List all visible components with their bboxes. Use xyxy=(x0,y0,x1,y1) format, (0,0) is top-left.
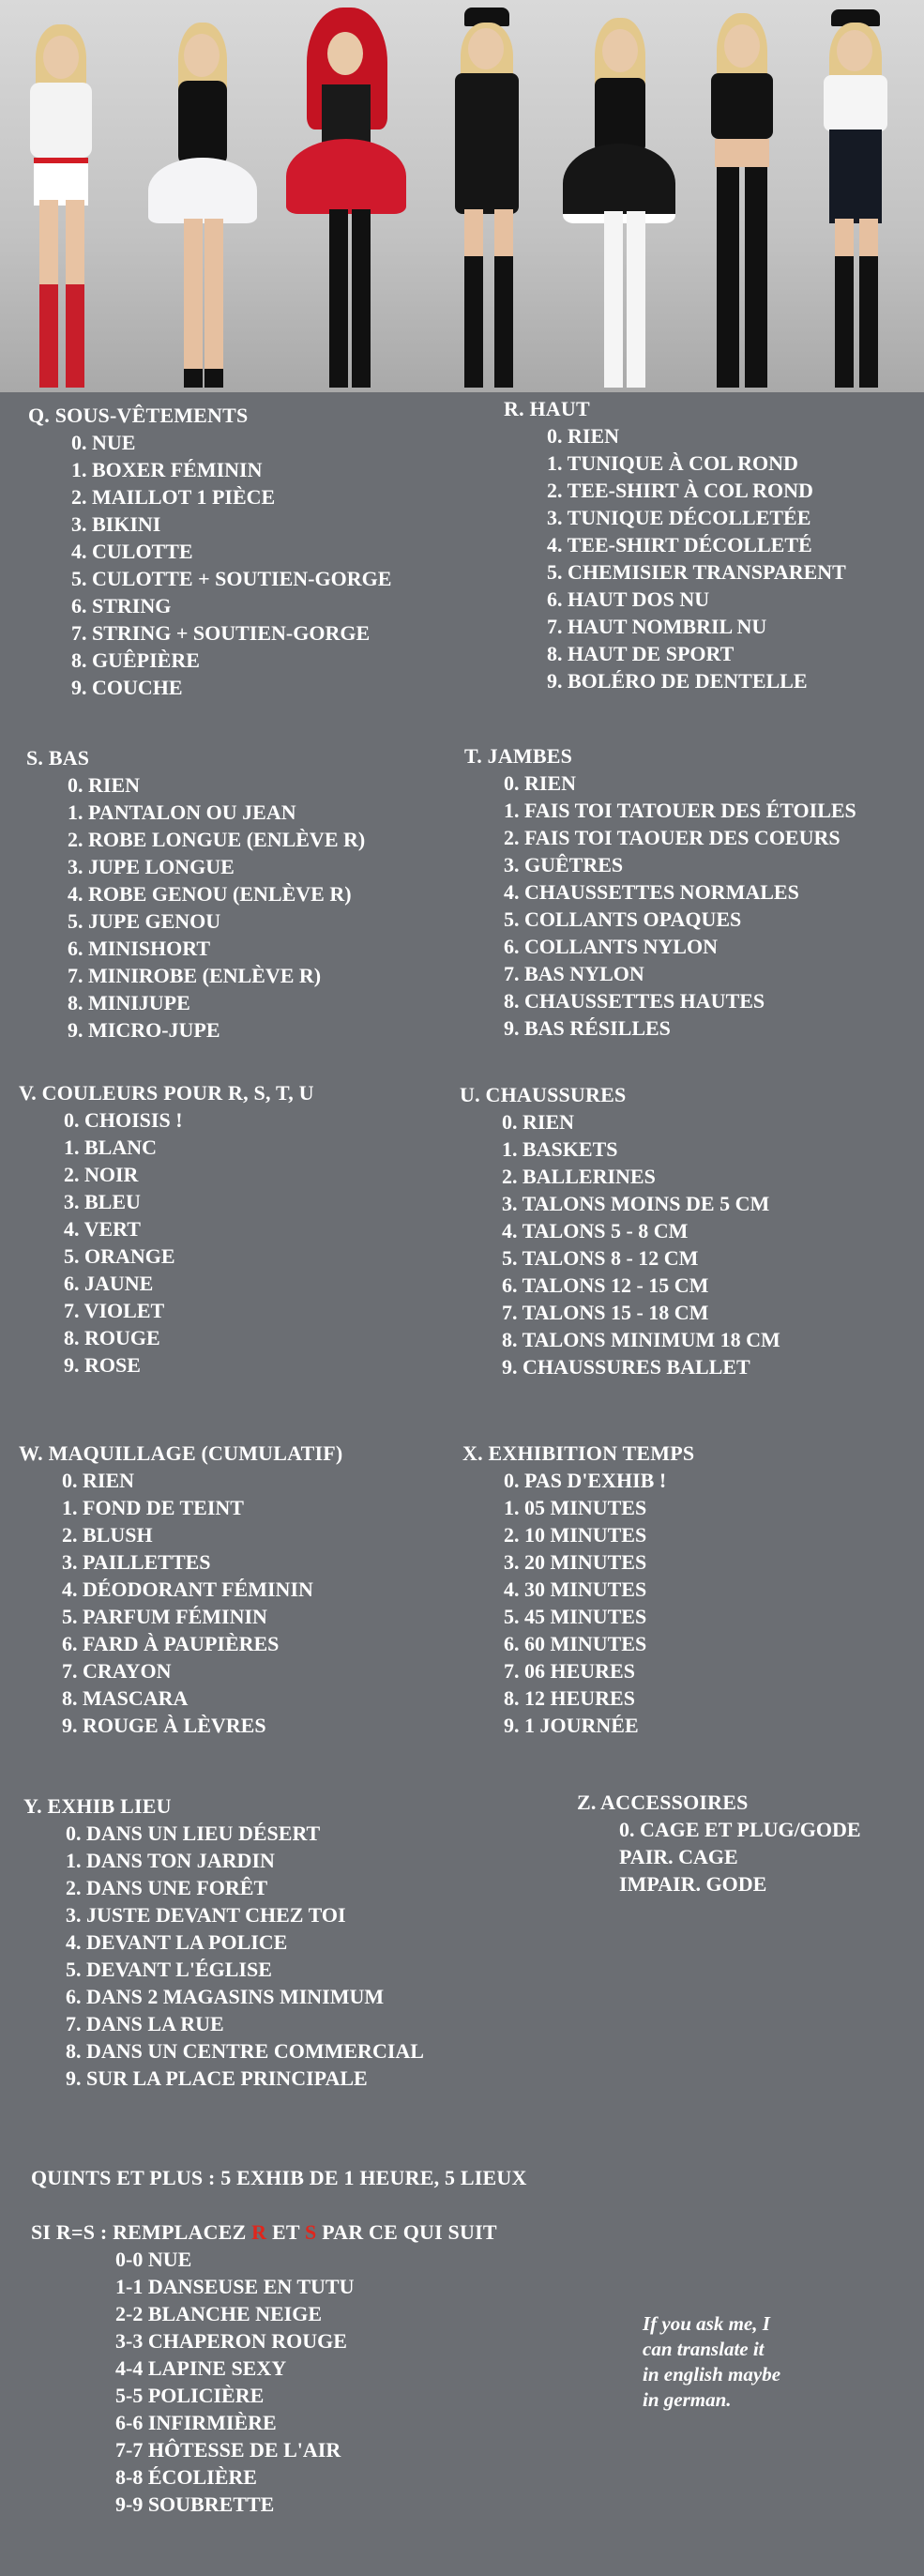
section-w-title: W. MAQUILLAGE (CUMULATIF) xyxy=(19,1441,343,1465)
list-item: 5. 45 MINUTES xyxy=(504,1605,647,1628)
list-item: 6. 60 MINUTES xyxy=(504,1632,647,1655)
list-item: 6. DANS 2 MAGASINS MINIMUM xyxy=(66,1985,385,2008)
list-item: 3. BLEU xyxy=(64,1190,141,1213)
list-item: 4. VERT xyxy=(64,1217,141,1241)
list-item: 4. ROBE GENOU (ENLÈVE R) xyxy=(68,882,352,906)
list-item: 7. DANS LA RUE xyxy=(66,2012,224,2035)
list-item: 3. 20 MINUTES xyxy=(504,1550,647,1574)
section-y-exhib-place xyxy=(23,1792,424,2092)
list-item: 3. JUPE LONGUE xyxy=(68,855,235,878)
list-item: 2. MAILLOT 1 PIÈCE xyxy=(71,485,276,509)
list-item: 1. BASKETS xyxy=(502,1137,618,1161)
list-item: 9. SUR LA PLACE PRINCIPALE xyxy=(66,2066,368,2090)
list-item: 8. ROUGE xyxy=(64,1326,160,1349)
list-item: 2. FAIS TOI TAOUER DES COEURS xyxy=(504,826,841,849)
section-q-underwear xyxy=(28,402,391,701)
list-item: 8. CHAUSSETTES HAUTES xyxy=(504,989,765,1013)
list-item: 0-0 NUE xyxy=(115,2248,192,2271)
list-item: 0. RIEN xyxy=(502,1110,575,1134)
section-x-exhib-time xyxy=(462,1440,694,1739)
rule-letter-s: S xyxy=(305,2220,317,2244)
list-item: 3-3 CHAPERON ROUGE xyxy=(115,2329,347,2353)
list-item: 4. CULOTTE xyxy=(71,540,193,563)
list-item: 2. BLUSH xyxy=(62,1523,153,1547)
list-item: 1. BLANC xyxy=(64,1136,158,1159)
list-item: 5. CULOTTE + SOUTIEN-GORGE xyxy=(71,567,392,590)
quints-text: QUINTS ET PLUS : 5 EXHIB DE 1 HEURE, 5 LIEUX xyxy=(31,2166,527,2189)
list-item: 1. TUNIQUE À COL ROND xyxy=(547,451,798,475)
list-item: 6. HAUT DOS NU xyxy=(547,587,710,611)
list-item: 0. RIEN xyxy=(547,424,620,448)
list-item: 9. CHAUSSURES BALLET xyxy=(502,1355,750,1379)
police-figure xyxy=(427,8,549,392)
list-item: 3. BIKINI xyxy=(71,512,161,536)
list-item: 4. TALONS 5 - 8 CM xyxy=(502,1219,689,1242)
list-item: 6. TALONS 12 - 15 CM xyxy=(502,1273,709,1297)
section-s-bottom xyxy=(26,744,365,1044)
list-item: 1. FOND DE TEINT xyxy=(62,1496,244,1519)
flight-attendant-figure xyxy=(797,8,915,392)
list-item: 6-6 INFIRMIÈRE xyxy=(115,2411,277,2434)
section-u-shoes xyxy=(460,1081,780,1380)
maid-figure xyxy=(553,12,685,392)
list-item: 5. PARFUM FÉMININ xyxy=(62,1605,267,1628)
list-item: 8. GUÊPIÈRE xyxy=(71,648,200,672)
list-item: 7. BAS NYLON xyxy=(504,962,644,985)
note-line: can translate it xyxy=(643,2338,765,2360)
section-z-title: Z. ACCESSOIRES xyxy=(577,1791,749,1814)
list-item: 6. STRING xyxy=(71,594,172,617)
section-r-title: R. HAUT xyxy=(504,397,590,420)
list-item: 2. BALLERINES xyxy=(502,1165,656,1188)
rule-letter-r: R xyxy=(251,2220,267,2244)
swat-figure xyxy=(685,8,797,392)
list-item: 8. TALONS MINIMUM 18 CM xyxy=(502,1328,780,1351)
section-w-makeup xyxy=(19,1440,342,1739)
note-line: If you ask me, I xyxy=(643,2312,770,2335)
list-item: 8-8 ÉCOLIÈRE xyxy=(115,2465,257,2489)
list-item: 3. TUNIQUE DÉCOLLETÉE xyxy=(547,506,811,529)
list-item: 0. DANS UN LIEU DÉSERT xyxy=(66,1821,321,1845)
list-item: 4. TEE-SHIRT DÉCOLLETÉ xyxy=(547,533,812,556)
list-item: 5-5 POLICIÈRE xyxy=(115,2384,265,2407)
section-t-title: T. JAMBES xyxy=(464,744,573,768)
list-item: 5. CHEMISIER TRANSPARENT xyxy=(547,560,846,584)
list-item: IMPAIR. GODE xyxy=(619,1872,767,1896)
list-item: 7. CRAYON xyxy=(62,1659,172,1683)
list-item: 0. RIEN xyxy=(62,1469,135,1492)
list-item: 9. 1 JOURNÉE xyxy=(504,1714,639,1737)
list-item: 7. 06 HEURES xyxy=(504,1659,635,1683)
list-item: 2. NOIR xyxy=(64,1163,139,1186)
section-u-title: U. CHAUSSURES xyxy=(460,1083,627,1106)
list-item: 1. DANS TON JARDIN xyxy=(66,1849,275,1872)
list-item: 4-4 LAPINE SEXY xyxy=(115,2356,287,2380)
costume-banner-image xyxy=(0,0,924,392)
section-v-title: V. COULEURS POUR R, S, T, U xyxy=(19,1081,314,1105)
list-item: 8. 12 HEURES xyxy=(504,1686,635,1710)
list-item: 7. HAUT NOMBRIL NU xyxy=(547,615,767,638)
list-item: 3. PAILLETTES xyxy=(62,1550,211,1574)
list-item: 0. CAGE ET PLUG/GODE xyxy=(619,1818,861,1841)
section-t-legs xyxy=(464,742,856,1042)
list-item: 6. JAUNE xyxy=(64,1272,154,1295)
list-item: 0. PAS D'EXHIB ! xyxy=(504,1469,667,1492)
list-item: 2. DANS UNE FORÊT xyxy=(66,1876,268,1899)
list-item: 9. ROSE xyxy=(64,1353,141,1377)
list-item: 4. DEVANT LA POLICE xyxy=(66,1930,288,1954)
list-item: 3. JUSTE DEVANT CHEZ TOI xyxy=(66,1903,346,1927)
list-item: 8. MINIJUPE xyxy=(68,991,190,1014)
tutu-figure xyxy=(141,17,263,392)
list-item: 5. JUPE GENOU xyxy=(68,909,221,933)
list-item: 9. MICRO-JUPE xyxy=(68,1018,220,1042)
list-item: 5. DEVANT L'ÉGLISE xyxy=(66,1958,272,1981)
list-item: 8. MASCARA xyxy=(62,1686,189,1710)
section-r-top xyxy=(504,395,846,694)
list-item: 8. HAUT DE SPORT xyxy=(547,642,735,665)
section-z-accessories xyxy=(577,1789,861,1898)
section-x-title: X. EXHIBITION TEMPS xyxy=(462,1441,695,1465)
list-item: 1. BOXER FÉMININ xyxy=(71,458,263,481)
list-item: 9. COUCHE xyxy=(71,676,183,699)
rule-prefix: SI R=S : REMPLACEZ xyxy=(31,2220,252,2244)
list-item: 1. 05 MINUTES xyxy=(504,1496,647,1519)
list-item: 0. RIEN xyxy=(504,771,577,795)
list-item: 8. DANS UN CENTRE COMMERCIAL xyxy=(66,2039,424,2063)
list-item: 9-9 SOUBRETTE xyxy=(115,2492,275,2516)
quints-rule xyxy=(31,2164,527,2191)
list-item: 1. FAIS TOI TATOUER DES ÉTOILES xyxy=(504,799,856,822)
section-v-colors xyxy=(19,1079,314,1379)
list-item: 0. NUE xyxy=(71,431,136,454)
list-item: 6. MINISHORT xyxy=(68,937,211,960)
list-item: 3. TALONS MOINS DE 5 CM xyxy=(502,1192,770,1215)
list-item: 9. ROUGE À LÈVRES xyxy=(62,1714,266,1737)
section-y-title: Y. EXHIB LIEU xyxy=(23,1794,172,1818)
red-hood-figure xyxy=(277,8,417,392)
list-item: 0. RIEN xyxy=(68,773,141,797)
list-item: 7. MINIROBE (ENLÈVE R) xyxy=(68,964,322,987)
list-item: 6. FARD À PAUPIÈRES xyxy=(62,1632,280,1655)
list-item: 9. BAS RÉSILLES xyxy=(504,1016,671,1040)
list-item: 1. PANTALON OU JEAN xyxy=(68,800,296,824)
list-item: 3. GUÊTRES xyxy=(504,853,624,876)
r-equals-s-title xyxy=(31,2218,497,2246)
note-line: in english maybe xyxy=(643,2363,781,2385)
list-item: 5. TALONS 8 - 12 CM xyxy=(502,1246,699,1270)
list-item: 6. COLLANTS NYLON xyxy=(504,935,718,958)
list-item: 7. VIOLET xyxy=(64,1299,165,1322)
list-item: 2. ROBE LONGUE (ENLÈVE R) xyxy=(68,828,366,851)
translation-note xyxy=(643,2311,858,2413)
list-item: 0. CHOISIS ! xyxy=(64,1108,183,1132)
section-q-title: Q. SOUS-VÊTEMENTS xyxy=(28,404,249,427)
list-item: 2. TEE-SHIRT À COL ROND xyxy=(547,479,813,502)
list-item: 1-1 DANSEUSE EN TUTU xyxy=(115,2275,355,2298)
list-item: 9. BOLÉRO DE DENTELLE xyxy=(547,669,808,693)
rule-and: ET xyxy=(266,2220,306,2244)
list-item: 2. 10 MINUTES xyxy=(504,1523,647,1547)
list-item: 4. CHAUSSETTES NORMALES xyxy=(504,880,799,904)
list-item: 4. 30 MINUTES xyxy=(504,1578,647,1601)
nurse-figure xyxy=(9,17,113,392)
list-item: 7. STRING + SOUTIEN-GORGE xyxy=(71,621,371,645)
list-item: 5. ORANGE xyxy=(64,1244,175,1268)
list-item: 2-2 BLANCHE NEIGE xyxy=(115,2302,323,2325)
r-equals-s-rule xyxy=(31,2218,497,2518)
section-s-title: S. BAS xyxy=(26,746,90,770)
note-line: in german. xyxy=(643,2388,732,2411)
list-item: 7-7 HÔTESSE DE L'AIR xyxy=(115,2438,341,2462)
list-item: 7. TALONS 15 - 18 CM xyxy=(502,1301,709,1324)
rule-suffix: PAR CE QUI SUIT xyxy=(316,2220,497,2244)
list-item: 4. DÉODORANT FÉMININ xyxy=(62,1578,313,1601)
list-item: PAIR. CAGE xyxy=(619,1845,738,1868)
list-item: 5. COLLANTS OPAQUES xyxy=(504,907,742,931)
